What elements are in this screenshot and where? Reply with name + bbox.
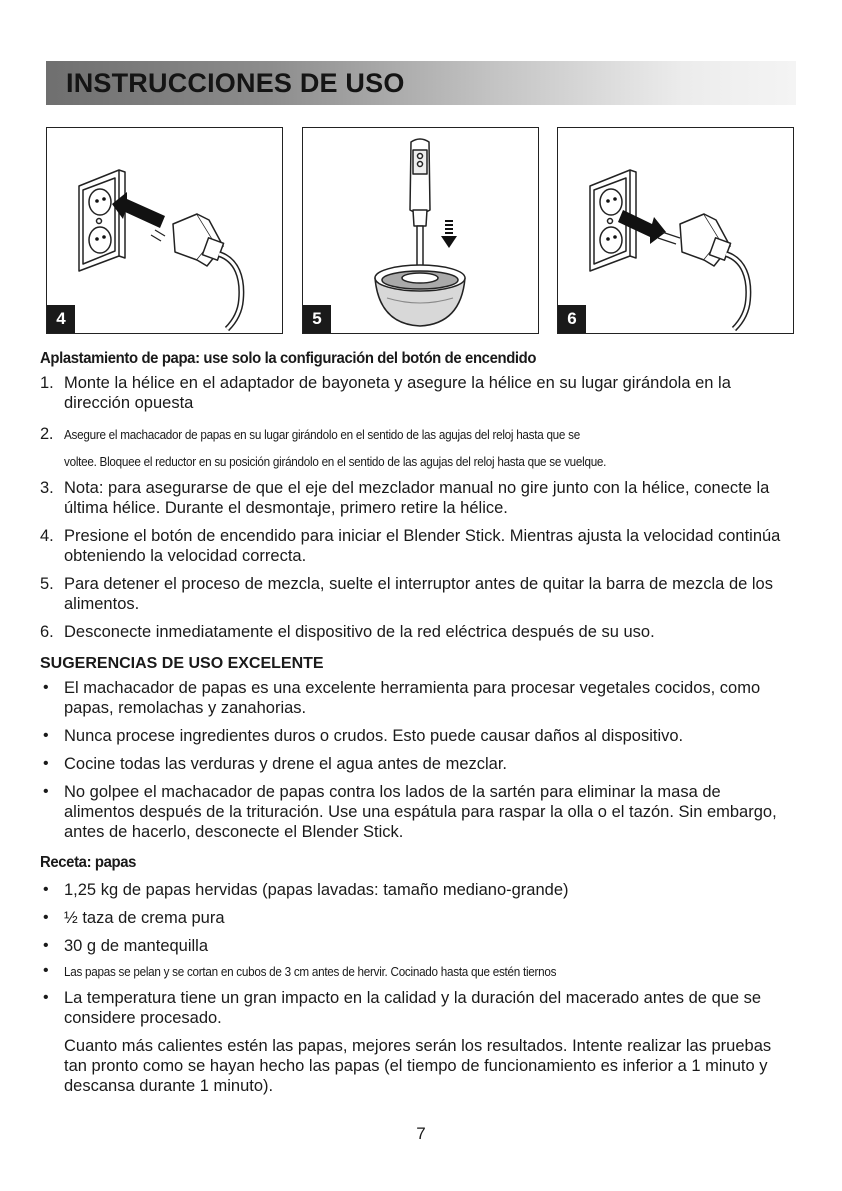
recipe-list [40,880,790,1096]
list-item: • 1,25 kg de papas hervidas (papas lavadas: tamaño mediano-grande) [43,881,569,899]
unplug-from-outlet-icon [558,128,794,334]
section-banner [46,61,796,105]
bullet-icon: • [43,937,49,954]
plug-into-outlet-icon [47,128,283,334]
list-item: 2. Asegure el machacador de papas en su lugar girándolo en el sentido de las agujas del reloj hasta que se voltee. Bloquee el reductor en su posición girándolo en el sentido de las agujas del reloj hasta que se vuelque. [40,425,607,469]
list-item: • Las papas se pelan y se cortan en cubos de 3 cm antes de hervir. Cocinado hasta que estén tiernos [43,962,557,979]
bullet-icon: • [43,989,49,1006]
recipe-note: Cuanto más calientes estén las papas, mejores serán los resultados. Intente realizar las pruebas tan pronto como se hayan hecho las papas (el tiempo de funcionamiento es inferior a 1 minuto y descansa durante 1 minuto). [64,1037,772,1095]
list-item: • No golpee el machacador de papas contra los lados de la sartén para eliminar la masa de alimentos después de la trituración. Use una espátula para raspar la olla o el tazón. Sin embargo, antes de hacerlo, desconecte el Blender Stick. [43,783,777,841]
step-number-badge: 5 [303,305,331,333]
list-item: 4. Presione el botón de encendido para iniciar el Blender Stick. Mientras ajusta la velocidad continúa obteniendo la velocidad correcta. [40,527,781,565]
mashing-steps-list [40,373,790,642]
list-item: 5. Para detener el proceso de mezcla, suelte el interruptor antes de quitar la barra de mezcla de los alimentos. [40,575,773,613]
tips-heading: SUGERENCIAS DE USO EXCELENTE [40,655,324,672]
list-item: • El machacador de papas es una excelente herramienta para procesar vegetales cocidos, como papas, remolachas y zanahorias. [43,679,761,717]
page-title: INSTRUCCIONES DE USO [66,68,405,98]
figure-plug-in [46,127,283,334]
list-item: • La temperatura tiene un gran impacto en la calidad y la duración del macerado antes de que se considere procesado. [43,989,762,1027]
figure-unplug [557,127,794,334]
bullet-icon: • [43,881,49,898]
mashing-heading: Aplastamiento de papa: use solo la configuración del botón de encendido [40,350,537,367]
bullet-icon: • [43,909,49,926]
blender-stick-in-bowl-icon [303,128,539,334]
bullet-icon: • [43,962,49,979]
list-item: • 30 g de mantequilla [43,937,209,955]
recipe-heading: Receta: papas [40,854,137,871]
step-number-badge: 4 [47,305,75,333]
tips-list [40,678,790,842]
page-number: 7 [416,1124,426,1143]
bullet-icon: • [43,755,49,772]
list-item: 6. Desconecte inmediatamente el dispositivo de la red eléctrica después de su uso. [40,623,655,641]
bullet-icon: • [43,783,49,800]
step-number-badge: 6 [558,305,586,333]
list-item: 1. Monte la hélice en el adaptador de bayoneta y asegure la hélice en su lugar girándola en la dirección opuesta [40,374,731,412]
list-item: • Nunca procese ingredientes duros o crudos. Esto puede causar daños al dispositivo. [43,727,684,745]
figure-blend [302,127,539,334]
list-item: • Cocine todas las verduras y drene el agua antes de mezclar. [43,755,508,773]
bullet-icon: • [43,727,49,744]
bullet-icon: • [43,679,49,696]
list-item: 3. Nota: para asegurarse de que el eje del mezclador manual no gire junto con la hélice, conecte la última hélice. Durante el desmontaje, primero retire la hélice. [40,479,770,517]
list-item: • ½ taza de crema pura [43,909,225,927]
